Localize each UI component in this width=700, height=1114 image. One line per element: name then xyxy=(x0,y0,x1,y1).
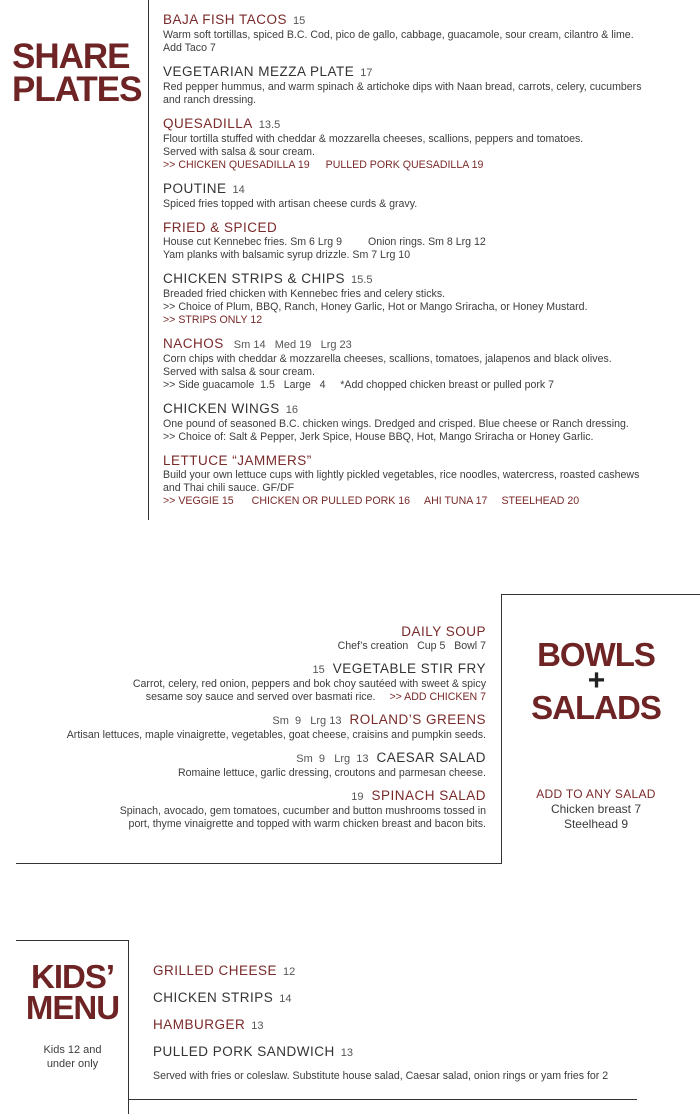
kids-menu-box xyxy=(16,940,129,1114)
item-price: 13 xyxy=(340,1047,354,1059)
item-name: GRILLED CHEESE xyxy=(153,963,278,978)
item-price: 14 xyxy=(279,993,292,1005)
menu-item-fried-and-spiced xyxy=(163,220,691,262)
menu-item-lettuce-jammers xyxy=(163,453,691,508)
item-desc: Chef’s creation Cup 5 Bowl 7 xyxy=(337,640,486,652)
item-desc-2: Served with salsa & sour cream. xyxy=(163,146,315,158)
item-name: HAMBURGER xyxy=(153,1017,246,1032)
item-desc: Carrot, celery, red onion, peppers and bok choy sautéed with sweet & spicy xyxy=(132,678,486,690)
item-price: Sm 14 Med 19 Lrg 23 xyxy=(233,339,352,351)
bowls-salads-heading xyxy=(502,636,690,727)
item-price: 13 xyxy=(251,1020,264,1032)
menu-item-baja-fish-tacos xyxy=(163,12,691,55)
item-desc-2: >> Choice of: Salt & Pepper, Jerk Spice, House BBQ, Hot, Mango Sriracha or Honey Garlic. xyxy=(163,431,594,443)
menu-item-quesadilla xyxy=(163,116,691,172)
kids-menu-list xyxy=(153,963,653,1071)
add-to-salad-note xyxy=(502,787,690,832)
addon-option: AHI TUNA 17 xyxy=(424,495,488,507)
item-desc: Breaded fried chicken with Kennebec fries and celery sticks. xyxy=(163,288,446,300)
item-name: CAESAR SALAD xyxy=(376,750,486,765)
bowls-salads-list xyxy=(20,624,486,839)
kids-age-note: Kids 12 and under only xyxy=(43,1044,102,1070)
share-divider xyxy=(148,0,149,520)
item-name: SPINACH SALAD xyxy=(371,788,486,803)
menu-item-spinach-salad xyxy=(20,788,486,831)
item-price: Sm 9 Lrg 13 xyxy=(272,715,342,727)
share-plates-heading xyxy=(12,37,147,110)
item-desc: One pound of seasoned B.C. chicken wings. Dredged and crisped. Blue cheese or Ranch dressing. xyxy=(163,418,629,430)
item-desc-2: port, thyme vinaigrette and topped with warm chicken breast and bacon bits. xyxy=(128,818,486,830)
item-desc-2: and ranch dressing. xyxy=(163,94,257,106)
item-price: Sm 9 Lrg 13 xyxy=(296,753,369,765)
item-name: QUESADILLA xyxy=(163,116,253,131)
item-desc-2: Add Taco 7 xyxy=(163,42,216,54)
item-desc-3: >> Side guacamole 1.5 Large 4 *Add chopped chicken breast or pulled pork 7 xyxy=(163,379,555,391)
item-desc: Artisan lettuces, maple vinaigrette, vegetables, goat cheese, craisins and pumpkin seeds. xyxy=(66,729,486,741)
item-desc-2: Yam planks with balsamic syrup drizzle. Sm 7 Lrg 10 xyxy=(163,249,411,261)
menu-item-rolands-greens xyxy=(20,712,486,742)
item-addon xyxy=(163,159,691,172)
item-name: VEGETARIAN MEZZA PLATE xyxy=(163,64,355,79)
item-name: FRIED & SPICED xyxy=(163,220,278,235)
addon-option: PULLED PORK QUESADILLA 19 xyxy=(325,159,484,171)
item-price: 15 xyxy=(293,15,306,27)
addon-option: >> VEGGIE 15 xyxy=(163,495,234,507)
menu-item-chicken-wings xyxy=(163,401,691,444)
item-name: PULLED PORK SANDWICH xyxy=(153,1044,335,1059)
item-desc: Spiced fries topped with artisan cheese curds & gravy. xyxy=(163,198,418,210)
share-heading-line2: PLATES xyxy=(12,70,142,110)
item-name: CHICKEN STRIPS & CHIPS xyxy=(163,271,346,286)
add-to-salad-title: ADD TO ANY SALAD xyxy=(536,787,656,801)
item-name: LETTUCE “JAMMERS” xyxy=(163,453,312,468)
bowls-heading-line1: BOWLS xyxy=(537,636,655,673)
item-name: NACHOS xyxy=(163,336,224,351)
kids-heading-line2: MENU xyxy=(25,989,120,1027)
addon-option: CHICKEN OR PULLED PORK 16 xyxy=(251,495,411,507)
menu-item-chicken-strips xyxy=(153,990,653,1007)
item-desc-b: Onion rings. Sm 8 Lrg 12 xyxy=(368,236,486,248)
item-name: CHICKEN WINGS xyxy=(163,401,280,416)
addon-option: >> CHICKEN QUESADILLA 19 xyxy=(163,159,310,171)
menu-item-daily-soup xyxy=(20,624,486,653)
add-to-salad-line: Steelhead 9 xyxy=(563,817,629,831)
item-desc-2: Served with salsa & sour cream. xyxy=(163,366,315,378)
menu-item-grilled-cheese xyxy=(153,963,653,980)
item-desc: Red pepper hummus, and warm spinach & artichoke dips with Naan bread, carrots, celery, cucumbers xyxy=(163,81,642,93)
item-name: CHICKEN STRIPS xyxy=(153,990,274,1005)
menu-item-poutine xyxy=(163,181,691,211)
addon-option: STEELHEAD 20 xyxy=(501,495,580,507)
item-name: ROLAND’S GREENS xyxy=(349,712,486,727)
menu-item-vegetarian-mezza-plate xyxy=(163,64,691,107)
add-to-salad-line: Chicken breast 7 xyxy=(550,802,642,816)
item-desc: Flour tortilla stuffed with cheddar & mozzarella cheeses, scallions, peppers and tomatoes. xyxy=(163,133,584,145)
item-price: 14 xyxy=(232,184,245,196)
share-heading-line1: SHARE xyxy=(12,37,130,76)
menu-item-caesar-salad xyxy=(20,750,486,780)
item-desc-2: sesame soy sauce and served over basmati rice. >> ADD CHICKEN 7 xyxy=(145,691,486,703)
menu-item-pulled-pork-sandwich xyxy=(153,1044,653,1061)
item-price: 17 xyxy=(360,67,373,79)
item-price: 12 xyxy=(283,966,296,978)
item-desc: Corn chips with cheddar & mozzarella cheeses, scallions, tomatoes, jalapenos and black olives. xyxy=(163,353,612,365)
menu-item-chicken-strips-and-chips xyxy=(163,271,691,327)
item-addon xyxy=(163,495,691,508)
item-name: VEGETABLE STIR FRY xyxy=(332,661,486,676)
item-name: BAJA FISH TACOS xyxy=(163,12,288,27)
item-addon: >> ADD CHICKEN 7 xyxy=(389,691,486,703)
share-plates-list xyxy=(163,12,691,517)
kids-footer-note: Served with fries or coleslaw. Substitute house salad, Caesar salad, onion rings or yam fries for 2 xyxy=(153,1070,609,1082)
item-price: 13.5 xyxy=(258,119,281,131)
bowls-bottom-rule xyxy=(16,863,502,864)
item-desc-2: >> Choice of Plum, BBQ, Ranch, Honey Garlic, Hot or Mango Sriracha, or Honey Mustard. xyxy=(163,301,588,313)
item-desc: Romaine lettuce, garlic dressing, croutons and parmesan cheese. xyxy=(178,767,486,779)
menu-item-nachos xyxy=(163,336,691,392)
kids-heading-line1: KIDS’ xyxy=(30,958,114,995)
item-name: POUTINE xyxy=(163,181,227,196)
kids-bottom-rule xyxy=(129,1099,637,1100)
bowls-heading-line2: SALADS xyxy=(531,689,661,727)
kids-menu-heading xyxy=(16,958,129,1027)
menu-item-hamburger xyxy=(153,1017,653,1034)
item-price: 19 xyxy=(351,791,364,803)
item-name: DAILY SOUP xyxy=(401,624,486,639)
item-desc: Build your own lettuce cups with lightly pickled vegetables, rice noodles, watercress, roasted cashews xyxy=(163,469,640,481)
item-price: 16 xyxy=(285,404,299,416)
item-addon: >> STRIPS ONLY 12 xyxy=(163,314,263,326)
item-desc: Warm soft tortillas, spiced B.C. Cod, pico de gallo, cabbage, guacamole, sour cream, cilantro & lime. xyxy=(163,29,634,41)
item-desc: House cut Kennebec fries. Sm 6 Lrg 9 Onion rings. Sm 8 Lrg 12 xyxy=(163,236,486,248)
item-price: 15 xyxy=(312,664,325,676)
plus-sign: + xyxy=(587,664,605,698)
bowls-salads-box xyxy=(501,594,700,864)
menu-item-vegetable-stir-fry xyxy=(20,661,486,704)
item-desc-2: and Thai chili sauce. GF/DF xyxy=(163,482,295,494)
item-price: 15.5 xyxy=(351,274,373,286)
item-desc: Spinach, avocado, gem tomatoes, cucumber and button mushrooms tossed in xyxy=(119,805,486,817)
